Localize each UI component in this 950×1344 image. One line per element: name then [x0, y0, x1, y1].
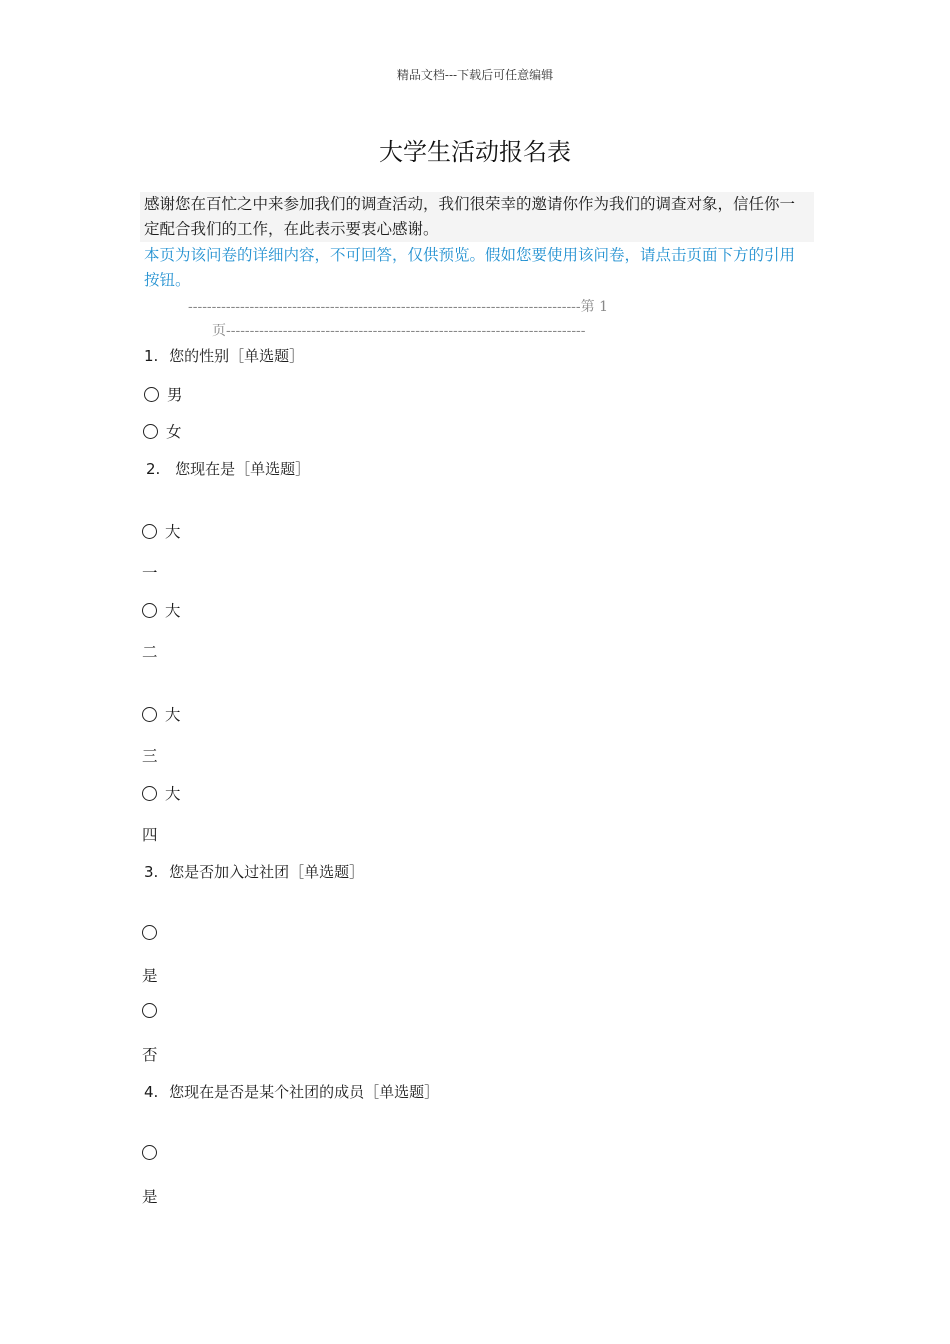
option-junior[interactable]	[142, 703, 181, 725]
option-freshman[interactable]	[142, 520, 181, 542]
option-sophomore[interactable]	[142, 599, 181, 621]
option-senior[interactable]	[142, 782, 181, 804]
radio-circle-icon[interactable]	[142, 1145, 157, 1160]
option-label-continuation: 一	[142, 564, 158, 582]
option-female[interactable]	[143, 420, 182, 442]
option-male[interactable]	[144, 383, 183, 405]
question-number: 3.	[144, 863, 159, 881]
option-label: 大	[165, 523, 181, 541]
option-label: 是	[142, 967, 158, 985]
option-label: 大	[165, 602, 181, 620]
option-label-continuation: 四	[142, 826, 158, 844]
option-label: 女	[166, 423, 182, 441]
question-3	[144, 861, 364, 882]
question-number: 4.	[144, 1083, 159, 1101]
option-label-continuation: 二	[142, 643, 158, 661]
radio-circle-icon[interactable]	[142, 603, 157, 618]
question-text: 您现在是［单选题］	[175, 460, 311, 478]
radio-circle-icon[interactable]	[144, 387, 159, 402]
radio-circle-icon[interactable]	[142, 524, 157, 539]
option-label: 否	[142, 1046, 158, 1064]
radio-circle-icon[interactable]	[143, 424, 158, 439]
question-text: 您现在是否是某个社团的成员［单选题］	[169, 1083, 440, 1101]
page-header: 精品文档---下载后可任意编辑	[396, 68, 554, 82]
radio-circle-icon[interactable]	[142, 925, 157, 940]
radio-circle-icon[interactable]	[142, 786, 157, 801]
preview-note: 本页为该问卷的详细内容，不可回答，仅供预览。假如您要使用该问卷，请点击页面下方的引用按钮。	[144, 246, 796, 289]
option-yes[interactable]	[142, 1144, 165, 1162]
question-1	[144, 345, 304, 366]
question-text: 您的性别［单选题］	[169, 347, 305, 365]
option-label-continuation: 三	[142, 747, 158, 765]
question-2	[146, 458, 310, 479]
question-4	[144, 1081, 439, 1102]
radio-circle-icon[interactable]	[142, 1003, 157, 1018]
option-label: 男	[167, 386, 183, 404]
question-number: 2.	[146, 460, 161, 478]
page-marker-line2: 页----------------------------------------------------------------------------	[212, 323, 586, 339]
radio-circle-icon[interactable]	[142, 707, 157, 722]
question-text: 您是否加入过社团［单选题］	[169, 863, 365, 881]
option-label: 大	[165, 706, 181, 724]
question-number: 1.	[144, 347, 159, 365]
option-no[interactable]	[142, 1002, 165, 1020]
intro-text: 感谢您在百忙之中来参加我们的调查活动，我们很荣幸的邀请你作为我们的调查对象，信任你一定配合我们的工作，在此表示要衷心感谢。	[140, 192, 814, 242]
option-yes[interactable]	[142, 924, 165, 942]
option-label: 是	[142, 1188, 158, 1206]
option-label: 大	[165, 785, 181, 803]
page-title: 大学生活动报名表	[379, 138, 571, 166]
page-marker-line1: -----------------------------------------------------------------------------------第 1	[188, 299, 608, 315]
